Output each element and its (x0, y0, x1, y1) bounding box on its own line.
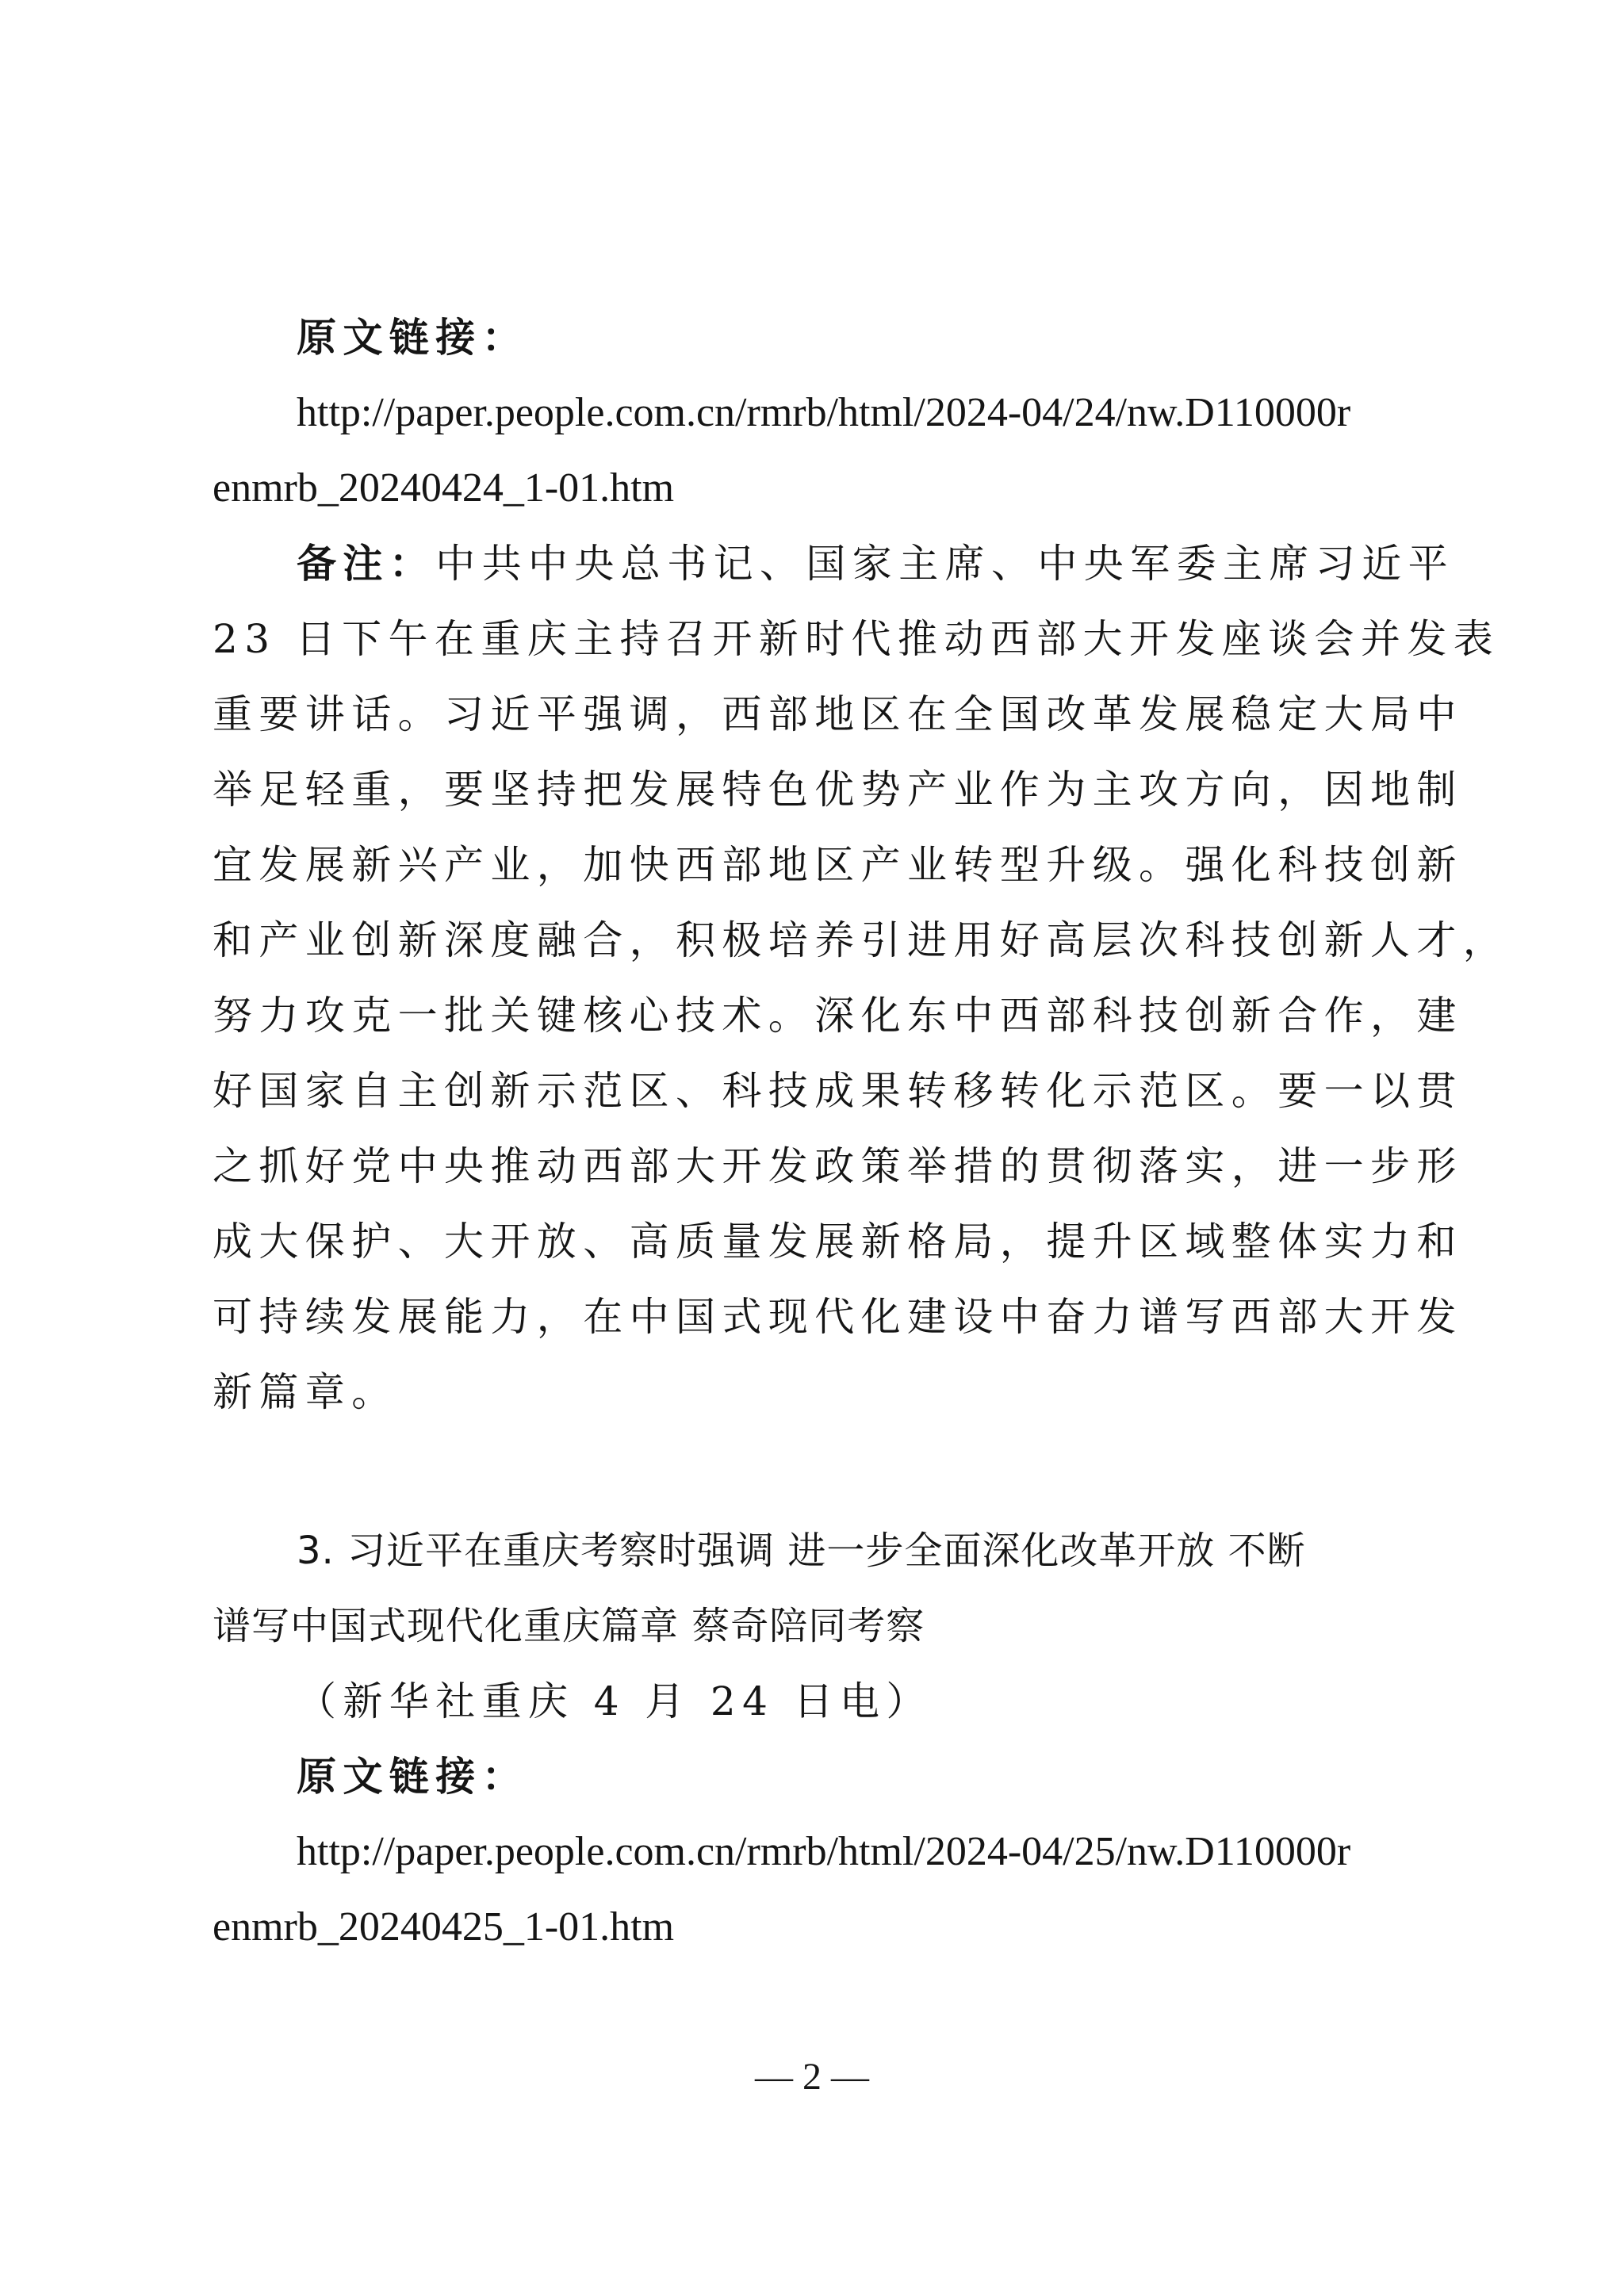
article-3-heading-line2: 谱写中国式现代化重庆篇章 蔡奇陪同考察 (213, 1604, 925, 1648)
original-link-url-1-line1[interactable]: http://paper.people.com.cn/rmrb/html/2024-04/24/nw.D110000r (297, 390, 1351, 435)
note-line-7: 努力攻克一批关键核心技术。深化东中西部科技创新合作，建 (213, 993, 1463, 1039)
article-3-source: （新华社重庆 4 月 24 日电） (297, 1678, 933, 1724)
note-text: 中共中央总书记、国家主席、中央军委主席习近平 (435, 541, 1455, 587)
note-line-3: 重要讲话。习近平强调，西部地区在全国改革发展稳定大局中 (213, 691, 1463, 737)
note-line-12: 新篇章。 (213, 1369, 398, 1415)
note-line-1 (297, 539, 1454, 588)
note-line-10: 成大保护、大开放、高质量发展新格局，提升区域整体实力和 (213, 1219, 1463, 1265)
original-link-label-1: 原文链接： (297, 314, 528, 361)
original-link-url-2-line1[interactable]: http://paper.people.com.cn/rmrb/html/2024-04/25/nw.D110000r (297, 1829, 1351, 1874)
note-line-5: 宜发展新兴产业，加快西部地区产业转型升级。强化科技创新 (213, 842, 1463, 888)
original-link-label-2: 原文链接： (297, 1753, 528, 1800)
article-3-heading-line1: 3. 习近平在重庆考察时强调 进一步全面深化改革开放 不断 (297, 1529, 1306, 1573)
note-line-2: 23 日下午在重庆主持召开新时代推动西部大开发座谈会并发表 (213, 616, 1500, 662)
note-line-9: 之抓好党中央推动西部大开发政策举措的贯彻落实，进一步形 (213, 1143, 1463, 1189)
original-link-url-1-line2[interactable]: enmrb_20240424_1-01.htm (213, 465, 675, 511)
note-line-6: 和产业创新深度融合，积极培养引进用好高层次科技创新人才， (213, 917, 1510, 963)
original-link-url-2-line2[interactable]: enmrb_20240425_1-01.htm (213, 1904, 675, 1950)
note-line-8: 好国家自主创新示范区、科技成果转移转化示范区。要一以贯 (213, 1068, 1463, 1114)
note-line-4: 举足轻重，要坚持把发展特色优势产业作为主攻方向，因地制 (213, 767, 1463, 813)
note-line-11: 可持续发展能力，在中国式现代化建设中奋力谱写西部大开发 (213, 1294, 1463, 1340)
page-number: — 2 — (755, 2056, 869, 2098)
note-label: 备注： (297, 540, 436, 587)
